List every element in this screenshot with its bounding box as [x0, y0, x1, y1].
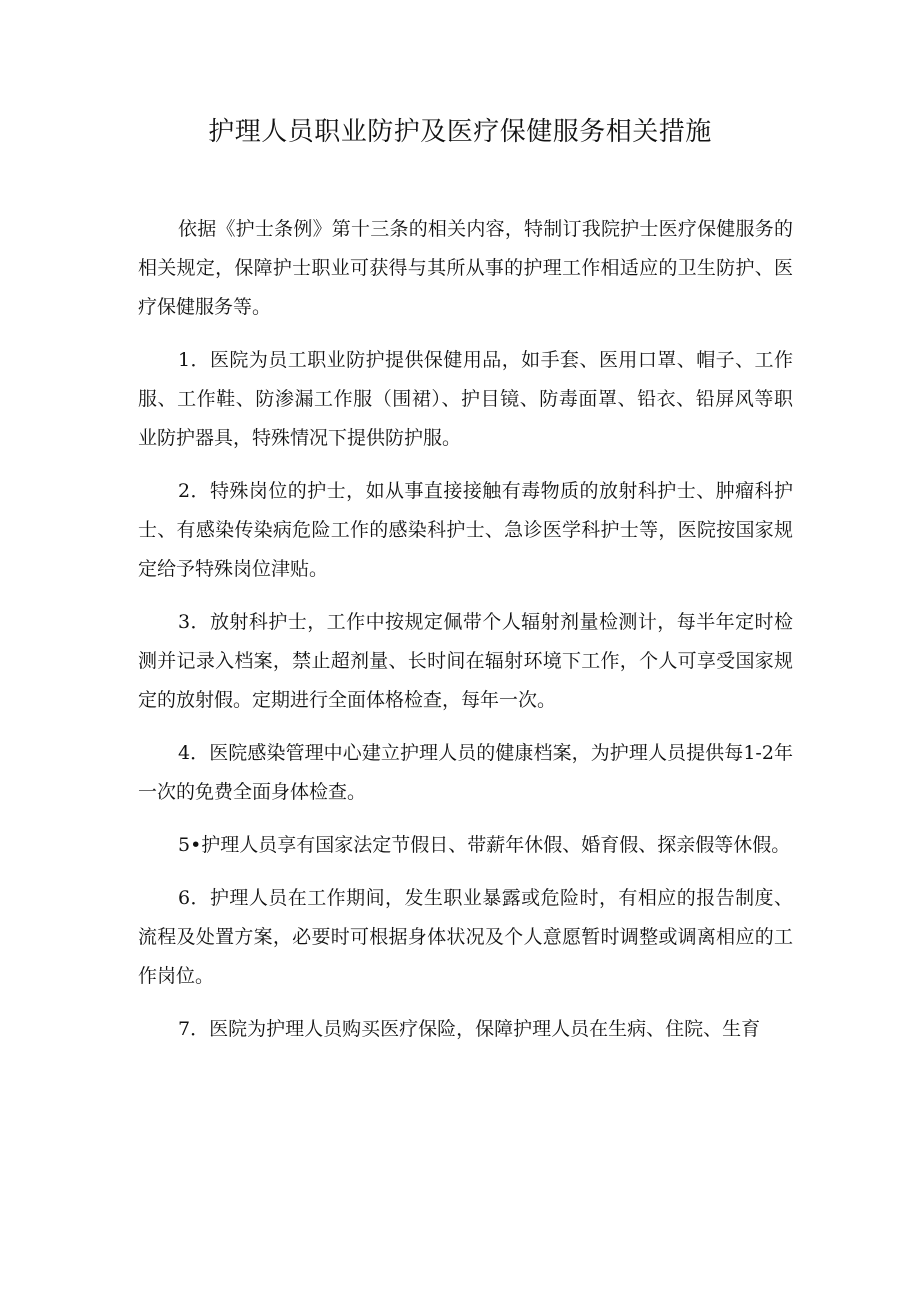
item-4-paragraph: 4．医院感染管理中心建立护理人员的健康档案，为护理人员提供每1-2年一次的免费全面身体检查。 [138, 742, 793, 803]
item-2-paragraph: 2．特殊岗位的护士，如从事直接接触有毒物质的放射科护士、肿瘤科护士、有感染传染病危险工作的感染科护士、急诊医学科护士等，医院按国家规定给予特殊岗位津贴。 [138, 480, 793, 580]
item-6-paragraph: 6．护理人员在工作期间，发生职业暴露或危险时，有相应的报告制度、流程及处置方案，必要时可根据身体状况及个人意愿暂时调整或调离相应的工作岗位。 [138, 887, 793, 987]
intro-paragraph: 依据《护士条例》第十三条的相关内容，特制订我院护士医疗保健服务的相关规定，保障护士职业可获得与其所从事的护理工作相适应的卫生防护、医疗保健服务等。 [138, 218, 793, 318]
document-title: 护理人员职业防护及医疗保健服务相关措施 [208, 117, 712, 147]
item-7-paragraph: 7．医院为护理人员购买医疗保险，保障护理人员在生病、住院、生育 [178, 1018, 761, 1040]
item-5-paragraph: 5•护理人员享有国家法定节假日、带薪年休假、婚育假、探亲假等休假。 [178, 834, 791, 856]
item-1-paragraph: 1．医院为员工职业防护提供保健用品，如手套、医用口罩、帽子、工作服、工作鞋、防渗漏工作服（围裙）、护目镜、防毒面罩、铅衣、铅屏风等职业防护器具，特殊情况下提供防护服。 [138, 349, 793, 449]
document-body [138, 210, 793, 1063]
item-3-paragraph: 3．放射科护士，工作中按规定佩带个人辐射剂量检测计，每半年定时检测并记录入档案，禁止超剂量、长时间在辐射环境下工作，个人可享受国家规定的放射假。定期进行全面体格检查，每年一次。 [138, 611, 793, 711]
